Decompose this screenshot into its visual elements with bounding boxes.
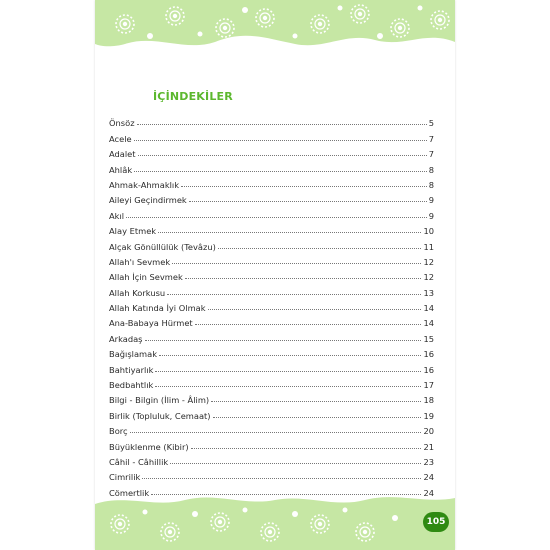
dot-leader — [134, 140, 427, 141]
toc-entry-page: 21 — [423, 441, 434, 452]
dot-leader — [158, 232, 421, 233]
toc-entry-label: Bağışlamak — [109, 349, 158, 360]
toc-entry-label: Aileyi Geçindirmek — [109, 195, 187, 206]
toc-entry-label: Büyüklenme (Kibir) — [109, 441, 189, 452]
toc-entry — [109, 359, 434, 374]
toc-entry — [109, 328, 434, 343]
toc-entry — [109, 205, 434, 220]
toc-entry-page: 14 — [423, 318, 434, 329]
dot-leader — [172, 263, 421, 264]
toc-entry — [109, 344, 434, 359]
toc-entry-page: 14 — [423, 303, 434, 314]
toc-entry-label: Acele — [109, 133, 132, 144]
toc-entry-label: Ahmak-Ahmaklık — [109, 179, 180, 190]
toc-entry — [109, 267, 434, 282]
toc-entry-label: Bedbahtlık — [109, 380, 154, 391]
toc-entry-page: 12 — [423, 256, 434, 267]
toc-entry-label: Bilgi - Bilgin (İlim - Âlim) — [109, 395, 210, 406]
toc-entry — [109, 236, 434, 251]
toc-entry — [109, 113, 434, 128]
dot-leader — [155, 386, 421, 387]
dot-leader — [181, 186, 427, 187]
dot-leader — [211, 401, 421, 402]
toc-entry — [109, 298, 434, 313]
toc-entry-label: Ahlâk — [109, 164, 133, 175]
toc-entry-page: 9 — [428, 195, 434, 206]
book-page — [95, 0, 455, 550]
toc-entry-label: Allah İçin Sevmek — [109, 272, 183, 283]
toc-entry — [109, 221, 434, 236]
dot-leader — [170, 463, 421, 464]
dot-leader — [167, 294, 421, 295]
toc-entry-label: Allah Katında İyi Olmak — [109, 303, 206, 314]
toc-entry — [109, 128, 434, 143]
toc-entry-label: Alay Etmek — [109, 226, 157, 237]
flower-pattern-top-band — [95, 0, 455, 60]
toc-entry — [109, 190, 434, 205]
toc-entry — [109, 436, 434, 451]
toc-entry — [109, 282, 434, 297]
toc-entry-label: Câhil - Câhillik — [109, 456, 169, 467]
dot-leader — [155, 371, 421, 372]
toc-entry-label: Cimrilik — [109, 472, 141, 483]
toc-entry — [109, 144, 434, 159]
toc-entry — [109, 375, 434, 390]
dot-leader — [137, 124, 427, 125]
toc-entry-page: 9 — [428, 210, 434, 221]
toc-entry-page: 15 — [423, 333, 434, 344]
toc-entry-page: 17 — [423, 380, 434, 391]
toc-entry-label: Adalet — [109, 149, 136, 160]
toc-entry-label: Allah Korkusu — [109, 287, 166, 298]
toc-entry-label: Allah'ı Sevmek — [109, 256, 171, 267]
dot-leader — [145, 340, 422, 341]
toc-entry — [109, 421, 434, 436]
toc-list — [109, 113, 434, 513]
toc-entry — [109, 467, 434, 482]
toc-entry — [109, 175, 434, 190]
dot-leader — [159, 355, 421, 356]
dot-leader — [134, 171, 427, 172]
page-number-badge: 105 — [423, 512, 449, 532]
toc-entry-page: 18 — [423, 395, 434, 406]
toc-entry-page: 5 — [428, 118, 434, 129]
toc-entry-page: 8 — [428, 179, 434, 190]
toc-entry — [109, 313, 434, 328]
toc-entry — [109, 405, 434, 420]
toc-entry-label: Borç — [109, 426, 128, 437]
dot-leader — [195, 324, 422, 325]
toc-entry-page: 16 — [423, 364, 434, 375]
dot-leader — [142, 478, 421, 479]
toc-entry-label: Bahtiyarlık — [109, 364, 154, 375]
toc-entry-page: 19 — [423, 410, 434, 421]
toc-entry — [109, 452, 434, 467]
dot-leader — [218, 248, 422, 249]
toc-entry-page: 24 — [423, 472, 434, 483]
toc-entry-label: Akıl — [109, 210, 125, 221]
toc-entry-page: 13 — [423, 287, 434, 298]
dot-leader — [191, 448, 422, 449]
dot-leader — [189, 201, 427, 202]
toc-entry-page: 7 — [428, 133, 434, 144]
dot-leader — [213, 417, 422, 418]
toc-entry-label: Cömertlik — [109, 487, 150, 498]
toc-entry-page: 12 — [423, 272, 434, 283]
dot-leader — [130, 432, 422, 433]
dot-leader — [138, 155, 427, 156]
toc-entry — [109, 159, 434, 174]
toc-entry-label: Alçak Gönüllülük (Tevâzu) — [109, 241, 216, 252]
toc-entry-label: Birlik (Topluluk, Cemaat) — [109, 410, 211, 421]
toc-entry-page: 8 — [428, 164, 434, 175]
toc-entry-label: Ana-Babaya Hürmet — [109, 318, 193, 329]
toc-entry-page: 20 — [423, 426, 434, 437]
dot-leader — [208, 309, 422, 310]
toc-entry-page: 7 — [428, 149, 434, 160]
toc-entry — [109, 390, 434, 405]
toc-entry-page: 24 — [423, 487, 434, 498]
dot-leader — [126, 217, 427, 218]
toc-entry-page: 16 — [423, 349, 434, 360]
toc-entry-label: Arkadaş — [109, 333, 143, 344]
dot-leader — [185, 278, 422, 279]
toc-entry-page: 10 — [423, 226, 434, 237]
toc-entry — [109, 252, 434, 267]
toc-entry-label: Önsöz — [109, 118, 135, 129]
flower-pattern-bottom-band — [95, 488, 455, 550]
toc-entry-page: 23 — [423, 456, 434, 467]
toc-entry-page: 11 — [423, 241, 434, 252]
toc-title: İÇİNDEKİLER — [153, 90, 233, 103]
